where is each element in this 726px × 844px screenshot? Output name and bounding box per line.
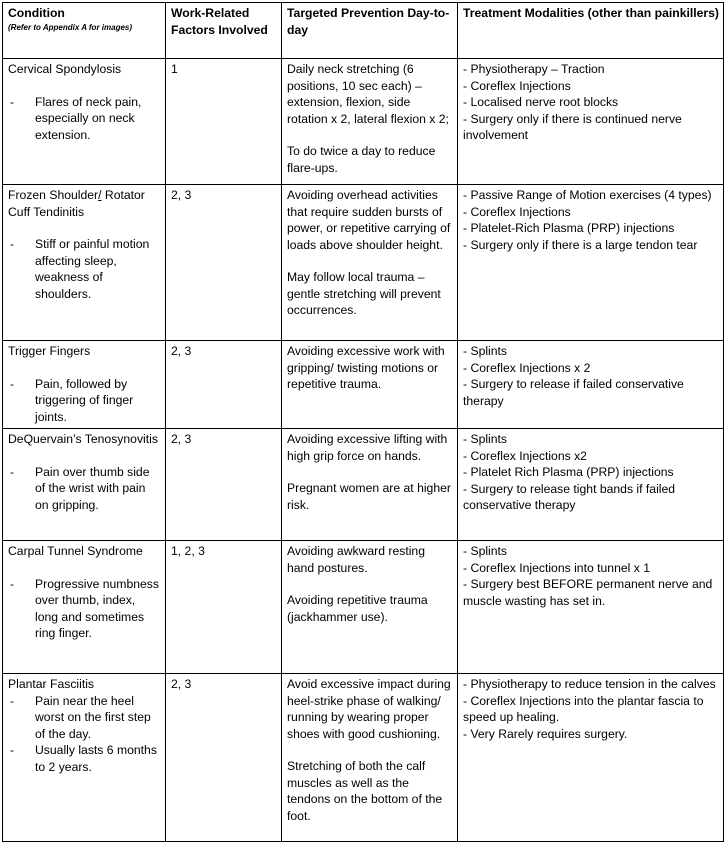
symptom-item: - Flares of neck pain, especially on neck extension. [10, 94, 142, 142]
table-row [3, 429, 724, 541]
factors-cell: 2, 3 [166, 341, 282, 429]
symptom-item: - Pain, followed by triggering of finger joints. [10, 376, 134, 424]
treatment-cell: - Splints - Coreflex Injections x 2 - Surgery to release if failed conservative therapy [458, 341, 724, 429]
treatment-cell: - Splints - Coreflex Injections into tunnel x 1 - Surgery best BEFORE permanent nerve and muscle wasting has set in. [458, 541, 724, 674]
condition-cell [3, 429, 166, 541]
symptom-item: - Progressive numbness over thumb, index, long and sometimes ring finger. [10, 576, 159, 640]
table-row [3, 341, 724, 429]
header-factors: Work-Related Factors Involved [166, 3, 282, 59]
condition-name: Carpal Tunnel Syndrome [8, 544, 143, 558]
prevention-cell: Avoiding excessive lifting with high grip force on hands. Pregnant women are at higher risk. [282, 429, 458, 541]
treatment-cell: - Splints - Coreflex Injections x2 - Platelet Rich Plasma (PRP) injections - Surgery to release tight bands if failed conservative therapy [458, 429, 724, 541]
appendix-note: (Refer to Appendix A for images) [8, 22, 133, 32]
condition-cell [3, 674, 166, 842]
treatment-cell: - Physiotherapy – Traction - Coreflex Injections - Localised nerve root blocks - Surgery only if there is continued nerve involvement [458, 59, 724, 185]
header-treatment: Treatment Modalities (other than painkillers) [458, 3, 724, 59]
symptom-item: - Stiff or painful motion affecting sleep, weakness of shoulders. [10, 237, 150, 301]
conditions-table [2, 2, 724, 842]
prevention-cell: Avoid excessive impact during heel-strike phase of walking/ running by wearing proper shoes with good cushioning. Stretching of both the calf muscles as well as the tendons on the bottom of the foot. [282, 674, 458, 842]
prevention-cell: Avoiding overhead activities that require sudden bursts of power, or repetitive carrying of loads above shoulder height. May follow local trauma – gentle stretching will prevent occurrences. [282, 185, 458, 341]
table-row [3, 59, 724, 185]
prevention-cell: Avoiding awkward resting hand postures. Avoiding repetitive trauma (jackhammer use). [282, 541, 458, 674]
condition-name: Plantar Fasciitis [8, 677, 95, 691]
symptom-item: - Pain near the heel worst on the first step of the day. [10, 693, 151, 741]
factors-cell: 1 [166, 59, 282, 185]
condition-name: Cervical Spondylosis [8, 62, 122, 76]
condition-name: DeQuervain’s Tenosynovitis [8, 432, 158, 446]
condition-cell [3, 341, 166, 429]
condition-cell [3, 185, 166, 341]
prevention-cell: Avoiding excessive work with gripping/ twisting motions or repetitive trauma. [282, 341, 458, 429]
factors-cell: 2, 3 [166, 429, 282, 541]
header-condition-label: Condition [8, 6, 65, 20]
factors-cell: 2, 3 [166, 674, 282, 842]
table-row [3, 674, 724, 842]
header-row [3, 3, 724, 59]
condition-cell [3, 59, 166, 185]
treatment-cell: - Physiotherapy to reduce tension in the calves - Coreflex Injections into the plantar fascia to speed up healing. - Very Rarely requires surgery. [458, 674, 724, 842]
header-prevention: Targeted Prevention Day-to-day [282, 3, 458, 59]
table-row [3, 541, 724, 674]
prevention-cell: Daily neck stretching (6 positions, 10 sec each) – extension, flexion, side rotation x 2, lateral flexion x 2; To do twice a day to reduce flare-ups. [282, 59, 458, 185]
condition-name: Frozen Shoulder/ Rotator Cuff Tendinitis [8, 188, 145, 219]
condition-name: Trigger Fingers [8, 344, 91, 358]
condition-cell [3, 541, 166, 674]
symptom-item: - Usually lasts 6 months to 2 years. [10, 743, 157, 774]
symptom-item: - Pain over thumb side of the wrist with pain on gripping. [10, 464, 150, 512]
table-row [3, 185, 724, 341]
header-condition [3, 3, 166, 59]
factors-cell: 1, 2, 3 [166, 541, 282, 674]
treatment-cell: - Passive Range of Motion exercises (4 types) - Coreflex Injections - Platelet-Rich Plasma (PRP) injections - Surgery only if there is a large tendon tear [458, 185, 724, 341]
factors-cell: 2, 3 [166, 185, 282, 341]
